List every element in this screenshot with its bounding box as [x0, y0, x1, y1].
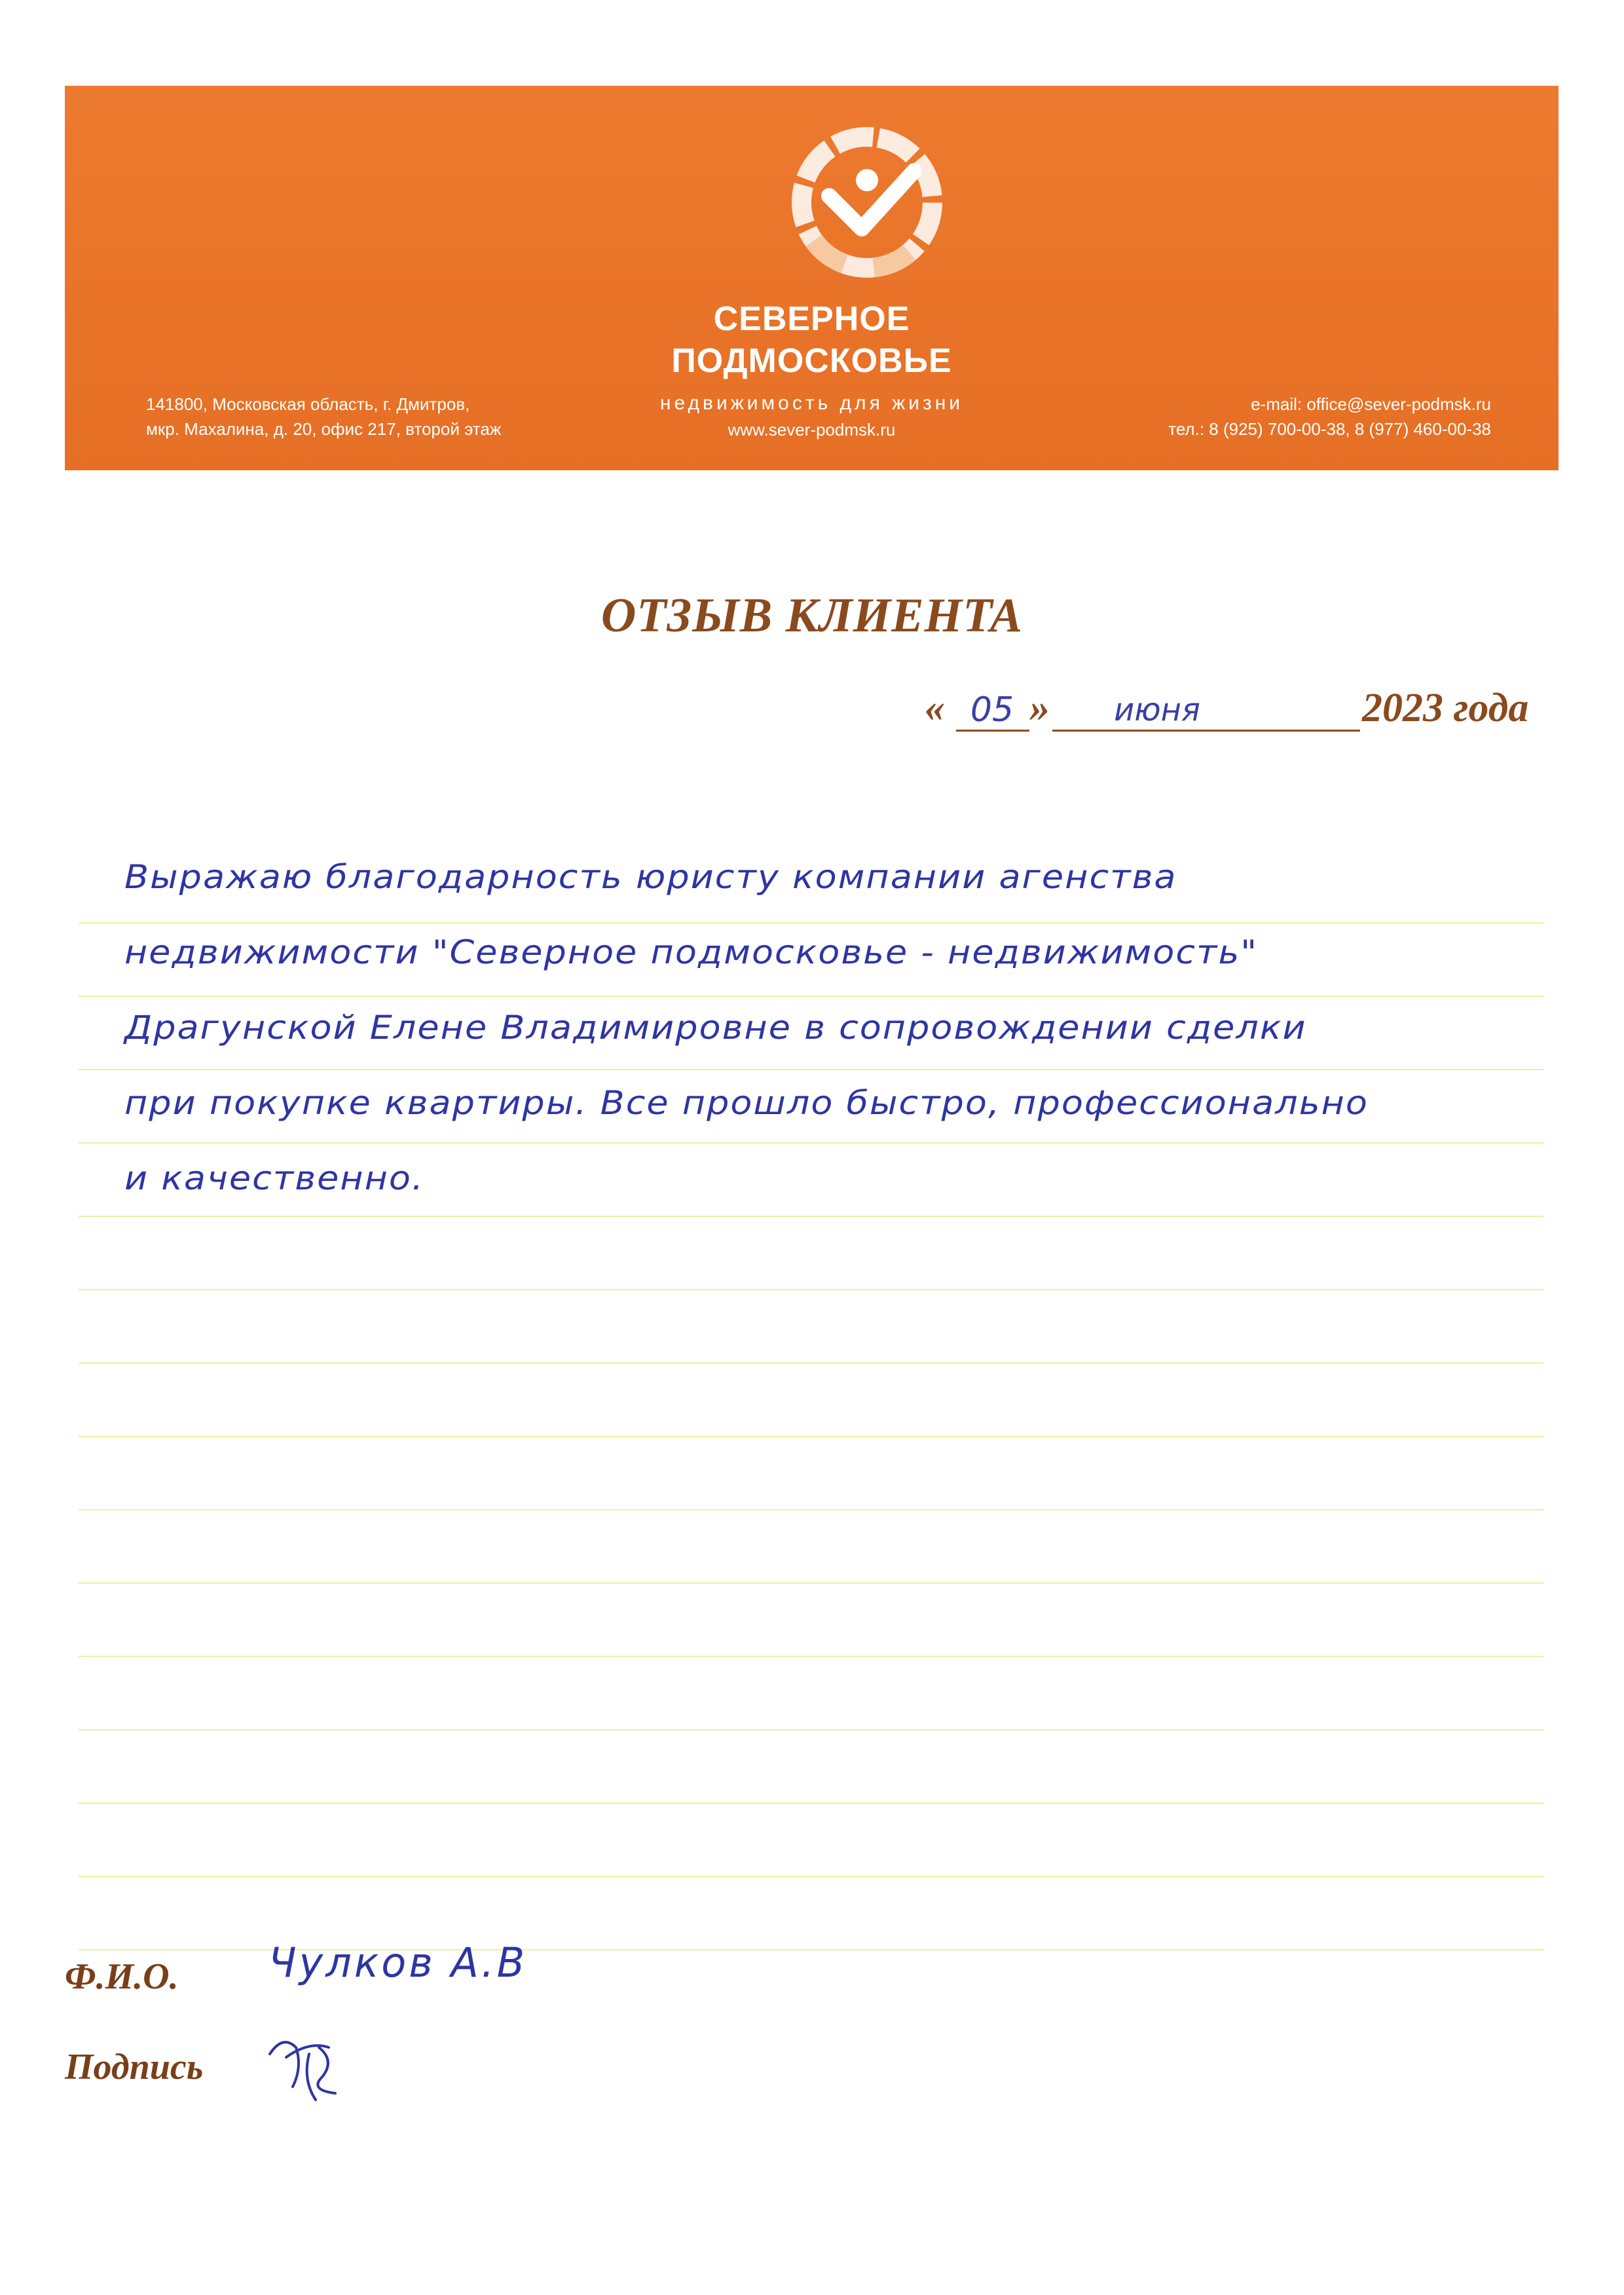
- body-line: при покупке квартиры. Все прошло быстро, профессионально: [124, 1084, 1369, 1122]
- letterhead-banner: [65, 86, 1559, 470]
- ruled-line: [79, 922, 1544, 924]
- body-line: Драгунской Елене Владимировне в сопровождении сделки: [124, 1009, 1307, 1047]
- date-quote-open: «: [925, 686, 945, 730]
- ruled-line: [79, 1436, 1544, 1437]
- ruled-line: [79, 1069, 1544, 1070]
- ruled-line: [79, 996, 1544, 997]
- ruled-line: [79, 1729, 1544, 1730]
- fio-label: Ф.И.О.: [65, 1956, 179, 1997]
- brand-name-line2: ПОДМОСКОВЬЕ: [671, 342, 952, 380]
- ruled-line: [79, 1656, 1544, 1657]
- email-contact[interactable]: e-mail: office@sever-podmsk.ru: [1251, 394, 1491, 414]
- date-month: июня: [1114, 692, 1200, 728]
- ruled-line: [79, 1876, 1544, 1877]
- ruled-line: [79, 1289, 1544, 1290]
- month-underline: [1052, 730, 1360, 732]
- body-line: Выражаю благодарность юристу компании агенства: [124, 858, 1177, 896]
- body-line: и качественно.: [124, 1159, 425, 1197]
- phone-contact: тел.: 8 (925) 700-00-38, 8 (977) 460-00-38: [1168, 419, 1491, 439]
- date-day: 05: [970, 690, 1014, 730]
- ruled-line: [79, 1362, 1544, 1364]
- ruled-line: [79, 1142, 1544, 1144]
- body-line: недвижимости "Северное подмосковье - недвижимость": [124, 933, 1259, 971]
- ruled-line: [79, 1216, 1544, 1217]
- fio-value: Чулков А.В: [268, 1939, 528, 1987]
- day-underline: [956, 730, 1029, 732]
- brand-tagline: недвижимость для жизни: [659, 392, 964, 414]
- handwritten-signature: [257, 2028, 355, 2106]
- ruled-line: [79, 1582, 1544, 1584]
- brand-name-line1: СЕВЕРНОЕ: [713, 300, 910, 338]
- document-title: ОТЗЫВ КЛИЕНТА: [600, 589, 1024, 643]
- date-year: 2023 года: [1362, 686, 1529, 730]
- address-line2: мкр. Махалина, д. 20, офис 217, второй этаж: [146, 419, 502, 439]
- ruled-line: [79, 1509, 1544, 1510]
- address-line1: 141800, Московская область, г. Дмитров,: [146, 394, 470, 414]
- date-row: [925, 685, 1553, 737]
- ruled-line: [79, 1802, 1544, 1804]
- website-link[interactable]: www.sever-podmsk.ru: [728, 420, 896, 439]
- checkmark-in-ring-logo-icon: [788, 124, 946, 281]
- signature-label: Подпись: [65, 2047, 204, 2087]
- date-quote-close: »: [1029, 686, 1050, 730]
